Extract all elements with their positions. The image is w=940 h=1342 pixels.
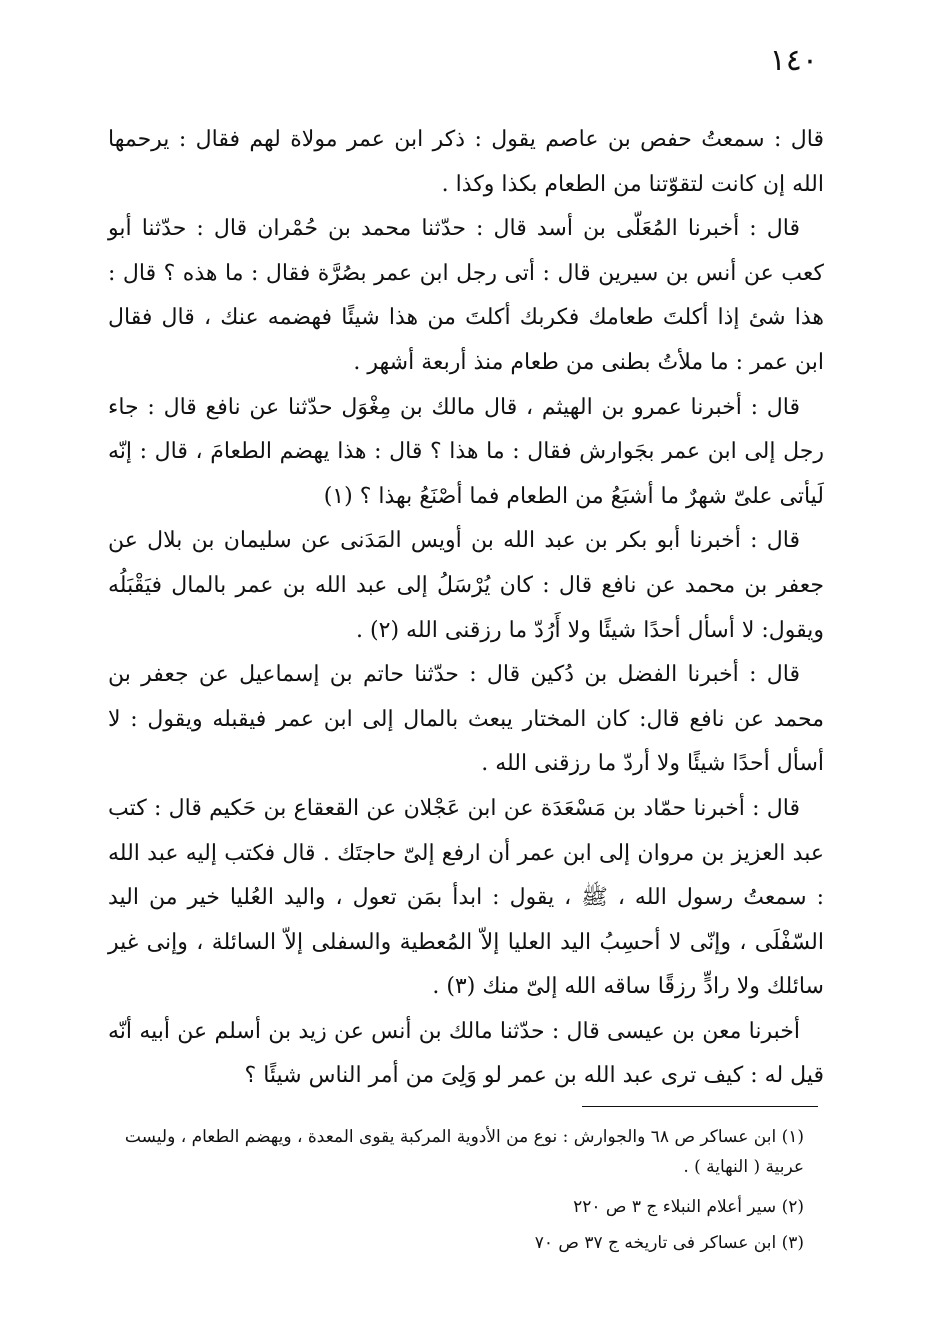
footnote-2: (٢) سير أعلام النبلاء ج ٣ ص ٢٢٠: [573, 1197, 804, 1217]
footnote-1: (١) ابن عساكر ص ٦٨ والجوارش : نوع من الأدوية المركبة يقوى المعدة ، ويهضم الطعام ، وليست عربية ( النهاية ) .: [124, 1127, 804, 1177]
paragraph-3: قال : أخبرنا عمرو بن الهيثم ، قال مالك بن مِغْوَل حدّثنا عن نافع قال : جاء رجل إلى ابن عمر بجَوارش فقال : ما هذا ؟ قال : هذا يهضم الطعامَ ، قال : إنّه لَيأتى علىّ شهرٌ ما أشبَعُ من الطعام فما أصْنَعُ بهذا ؟ (١): [108, 394, 824, 509]
footnote-divider: [582, 1106, 818, 1107]
paragraph-1: قال : سمعتُ حفص بن عاصم يقول : ذكر ابن عمر مولاة لهم فقال : يرحمها الله إن كانت لتقوّتنا من الطعام بكذا وكذا .: [108, 127, 824, 197]
paragraph-6: قال : أخبرنا حمّاد بن مَسْعَدَة عن ابن عَجْلان عن القعقاع بن حَكيم قال : كتب عبد العزيز بن مروان إلى ابن عمر أن ارفع إلىّ حاجتَك . قال فكتب إليه عبد الله : سمعتُ رسول الله ، ﷺ ، يقول : ابدأ بمَن تعول ، واليد العُليا خير من اليد السّفْلَى ، وإنّى لا أحسِبُ اليد العليا إلاّ المُعطية والسفلى إلاّ السائلة ، وإنى غير سائلك ولا رادٍّ رزقًا ساقه الله إلىّ منك (٣) .: [108, 795, 824, 1000]
paragraph-5: قال : أخبرنا الفضل بن دُكين قال : حدّثنا حاتم بن إسماعيل عن جعفر بن محمد عن نافع قال: كان المختار يبعث بالمال إلى ابن عمر فيقبله ويقول : لا أسأل أحدًا شيئًا ولا أردّ ما رزقنى الله .: [108, 662, 824, 777]
footnotes: [108, 1122, 824, 1258]
footnote-3: (٣) ابن عساكر فى تاريخه ج ٣٧ ص ٧٠: [534, 1233, 804, 1253]
paragraph-2: قال : أخبرنا المُعَلّى بن أسد قال : حدّثنا محمد بن حُمْران قال : حدّثنا أبو كعب عن أنس بن سيرين قال : أتى رجل ابن عمر بصُرَّة فقال : ما هذه ؟ قال : هذا شئ إذا أكلتَ طعامك فكربك أكلتَ من هذا شيئًا فهضمه عنك ، قال فقال ابن عمر : ما ملأتُ بطنى من طعام منذ أربعة أشهر .: [108, 216, 824, 375]
page-number: ١٤٠: [769, 43, 818, 78]
main-text: [108, 118, 824, 1099]
paragraph-4: قال : أخبرنا أبو بكر بن عبد الله بن أويس المَدَنى عن سليمان بن بلال عن جعفر بن محمد عن نافع قال : كان يُرْسَلُ إلى عبد الله بن عمر بالمال فيَقْبَلُه ويقول: لا أسأل أحدًا شيئًا ولا أَرُدّ ما رزقنى الله (٢) .: [108, 528, 824, 643]
paragraph-7: أخبرنا معن بن عيسى قال : حدّثنا مالك بن أنس عن زيد بن أسلم عن أبيه أنّه قيل له : كيف ترى عبد الله بن عمر لو وَلِىَ من أمر الناس شيئًا ؟: [108, 1018, 824, 1089]
